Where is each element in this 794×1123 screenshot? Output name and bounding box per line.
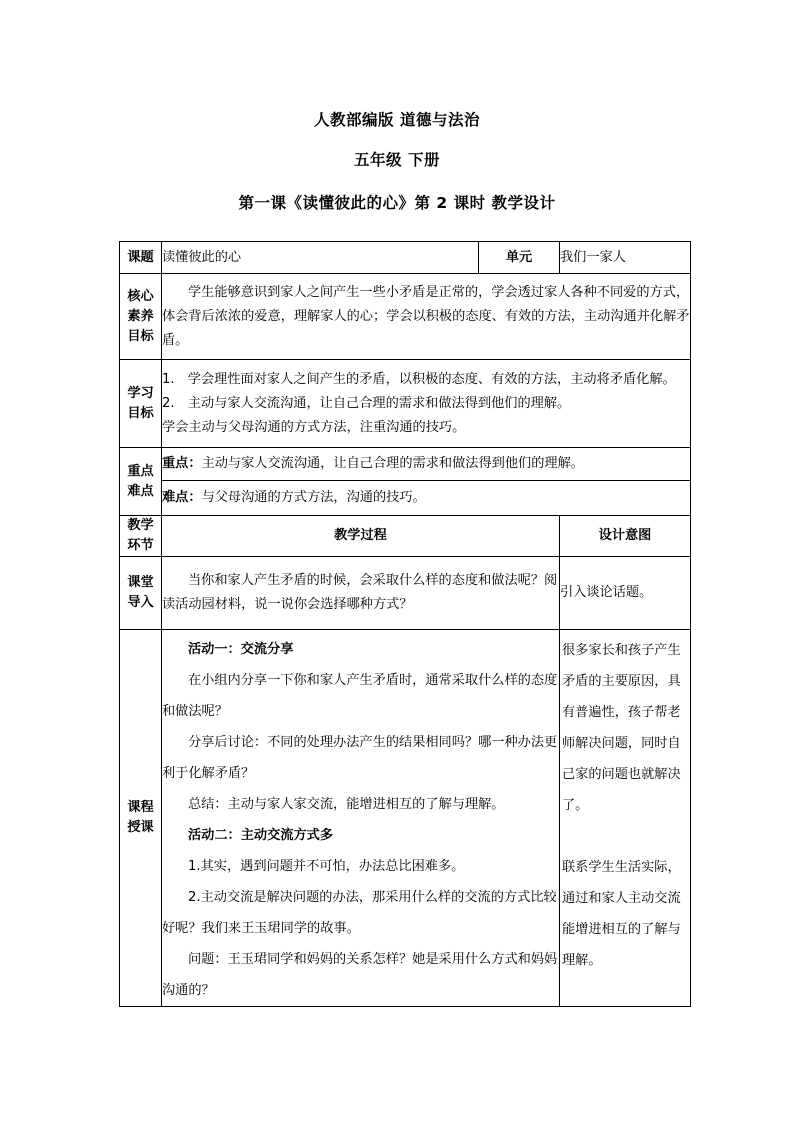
key-point-row (120, 448, 691, 481)
topic-row (120, 242, 691, 274)
study-item-3: 学会主动与父母沟通的方式方法，注重沟通的技巧。 (162, 419, 466, 435)
core-goal-cell (162, 274, 691, 360)
key-point-cell (162, 448, 691, 481)
lesson-label (120, 630, 162, 1007)
process-header-row (120, 516, 691, 557)
difficult-point-label: 难点： (162, 490, 202, 505)
activity2-title: 活动二：主动交流方式多 (188, 828, 334, 843)
lesson-label-1: 课程 (127, 800, 154, 815)
core-goal-label (120, 274, 162, 360)
lesson-plan-table (119, 241, 691, 1007)
activity1-p1: 在小组内分享一下你和家人产生矛盾时，通常采取什么样的态度和做法呢？ (162, 673, 558, 719)
core-goal-text: 学生能够意识到家人之间产生一些小矛盾是正常的，学会透过家人各种不同爱的方式，体会背后浓浓的爱意，理解家人的心；学会以积极的态度、有效的方法，主动沟通并化解矛盾。 (162, 284, 690, 348)
topic-value: 读懂彼此的心 (162, 242, 479, 274)
core-label-2: 素养 (127, 308, 154, 324)
intro-intent-cell (560, 557, 691, 630)
core-label-3: 目标 (127, 328, 154, 344)
intro-process-cell (162, 557, 560, 630)
lesson-intent-2: 联系学生生活实际，通过和家人主动交流能增进相互的了解与理解。 (562, 860, 681, 968)
lesson-process-cell (162, 630, 560, 1007)
topic-label: 课题 (120, 242, 162, 274)
activity2-p1: 1.其实，遇到问题并不可怕，办法总比困难多。 (188, 859, 465, 874)
key-difficult-label (120, 448, 162, 516)
intro-text: 当你和家人产生矛盾的时候，会采取什么样的态度和做法呢？阅读活动园材料，说一说你会选择哪种方式？ (162, 573, 558, 612)
core-label-1: 核心 (127, 288, 154, 304)
activity2-p2: 2.主动交流是解决问题的办法，那采用什么样的交流的方式比较好呢？我们来王玉珺同学的故事。 (162, 890, 557, 936)
study-goal-row (120, 360, 691, 448)
difficult-point-row (120, 481, 691, 516)
key-point-label: 重点： (162, 456, 202, 471)
stage-label-1: 教学 (127, 518, 154, 533)
intent-header: 设计意图 (560, 516, 691, 557)
study-goal-label (120, 360, 162, 448)
stage-label (120, 516, 162, 557)
unit-label: 单元 (479, 242, 560, 274)
lesson-intent-1: 很多家长和孩子产生矛盾的主要原因，具有普遍性，孩子帮老师解决问题，同时自己家的问题也就解决了。 (562, 643, 681, 813)
study-item-2: 2. 主动与家人交流沟通，让自己合理的需求和做法得到他们的理解。 (162, 395, 571, 411)
study-goal-cell (162, 360, 691, 448)
doc-title-grade: 五年级 下册 (354, 151, 440, 169)
lesson-intent-cell (560, 630, 691, 1007)
unit-value: 我们一家人 (560, 242, 691, 274)
study-item-1: 1. 学会理性面对家人之间产生的矛盾，以积极的态度、有效的方法，主动将矛盾化解。 (162, 371, 676, 387)
activity2-p3: 问题：王玉珺同学和妈妈的关系怎样？她是采用什么方式和妈妈沟通的？ (162, 952, 558, 998)
lesson-row (120, 630, 691, 1007)
doc-title-publisher: 人教部编版 道德与法治 (314, 111, 480, 129)
intro-label (120, 557, 162, 630)
difficult-point-text: 与父母沟通的方式方法，沟通的技巧。 (201, 490, 426, 505)
intro-label-1: 课堂 (127, 575, 154, 590)
study-label-1: 学习 (127, 385, 154, 401)
key-label-1: 重点 (127, 463, 154, 479)
activity1-title: 活动一：交流分享 (188, 642, 294, 657)
core-goal-row (120, 274, 691, 360)
process-header: 教学过程 (162, 516, 560, 557)
activity1-p3: 总结：主动与家人家交流，能增进相互的了解与理解。 (188, 797, 505, 812)
difficult-point-cell (162, 481, 691, 516)
doc-title-lesson: 第一课《读懂彼此的心》第 2 课时 教学设计 (238, 194, 556, 212)
lesson-label-2: 授课 (127, 820, 154, 835)
intro-intent: 引入谈论话题。 (560, 585, 653, 600)
activity1-p2: 分享后讨论：不同的处理办法产生的结果相同吗？哪一种办法更利于化解矛盾？ (162, 735, 558, 781)
intro-row (120, 557, 691, 630)
stage-label-2: 环节 (127, 538, 154, 553)
intro-label-2: 导入 (127, 595, 154, 610)
key-point-text: 主动与家人交流沟通，让自己合理的需求和做法得到他们的理解。 (201, 456, 584, 471)
study-label-2: 目标 (127, 405, 154, 421)
key-label-2: 难点 (127, 483, 154, 499)
